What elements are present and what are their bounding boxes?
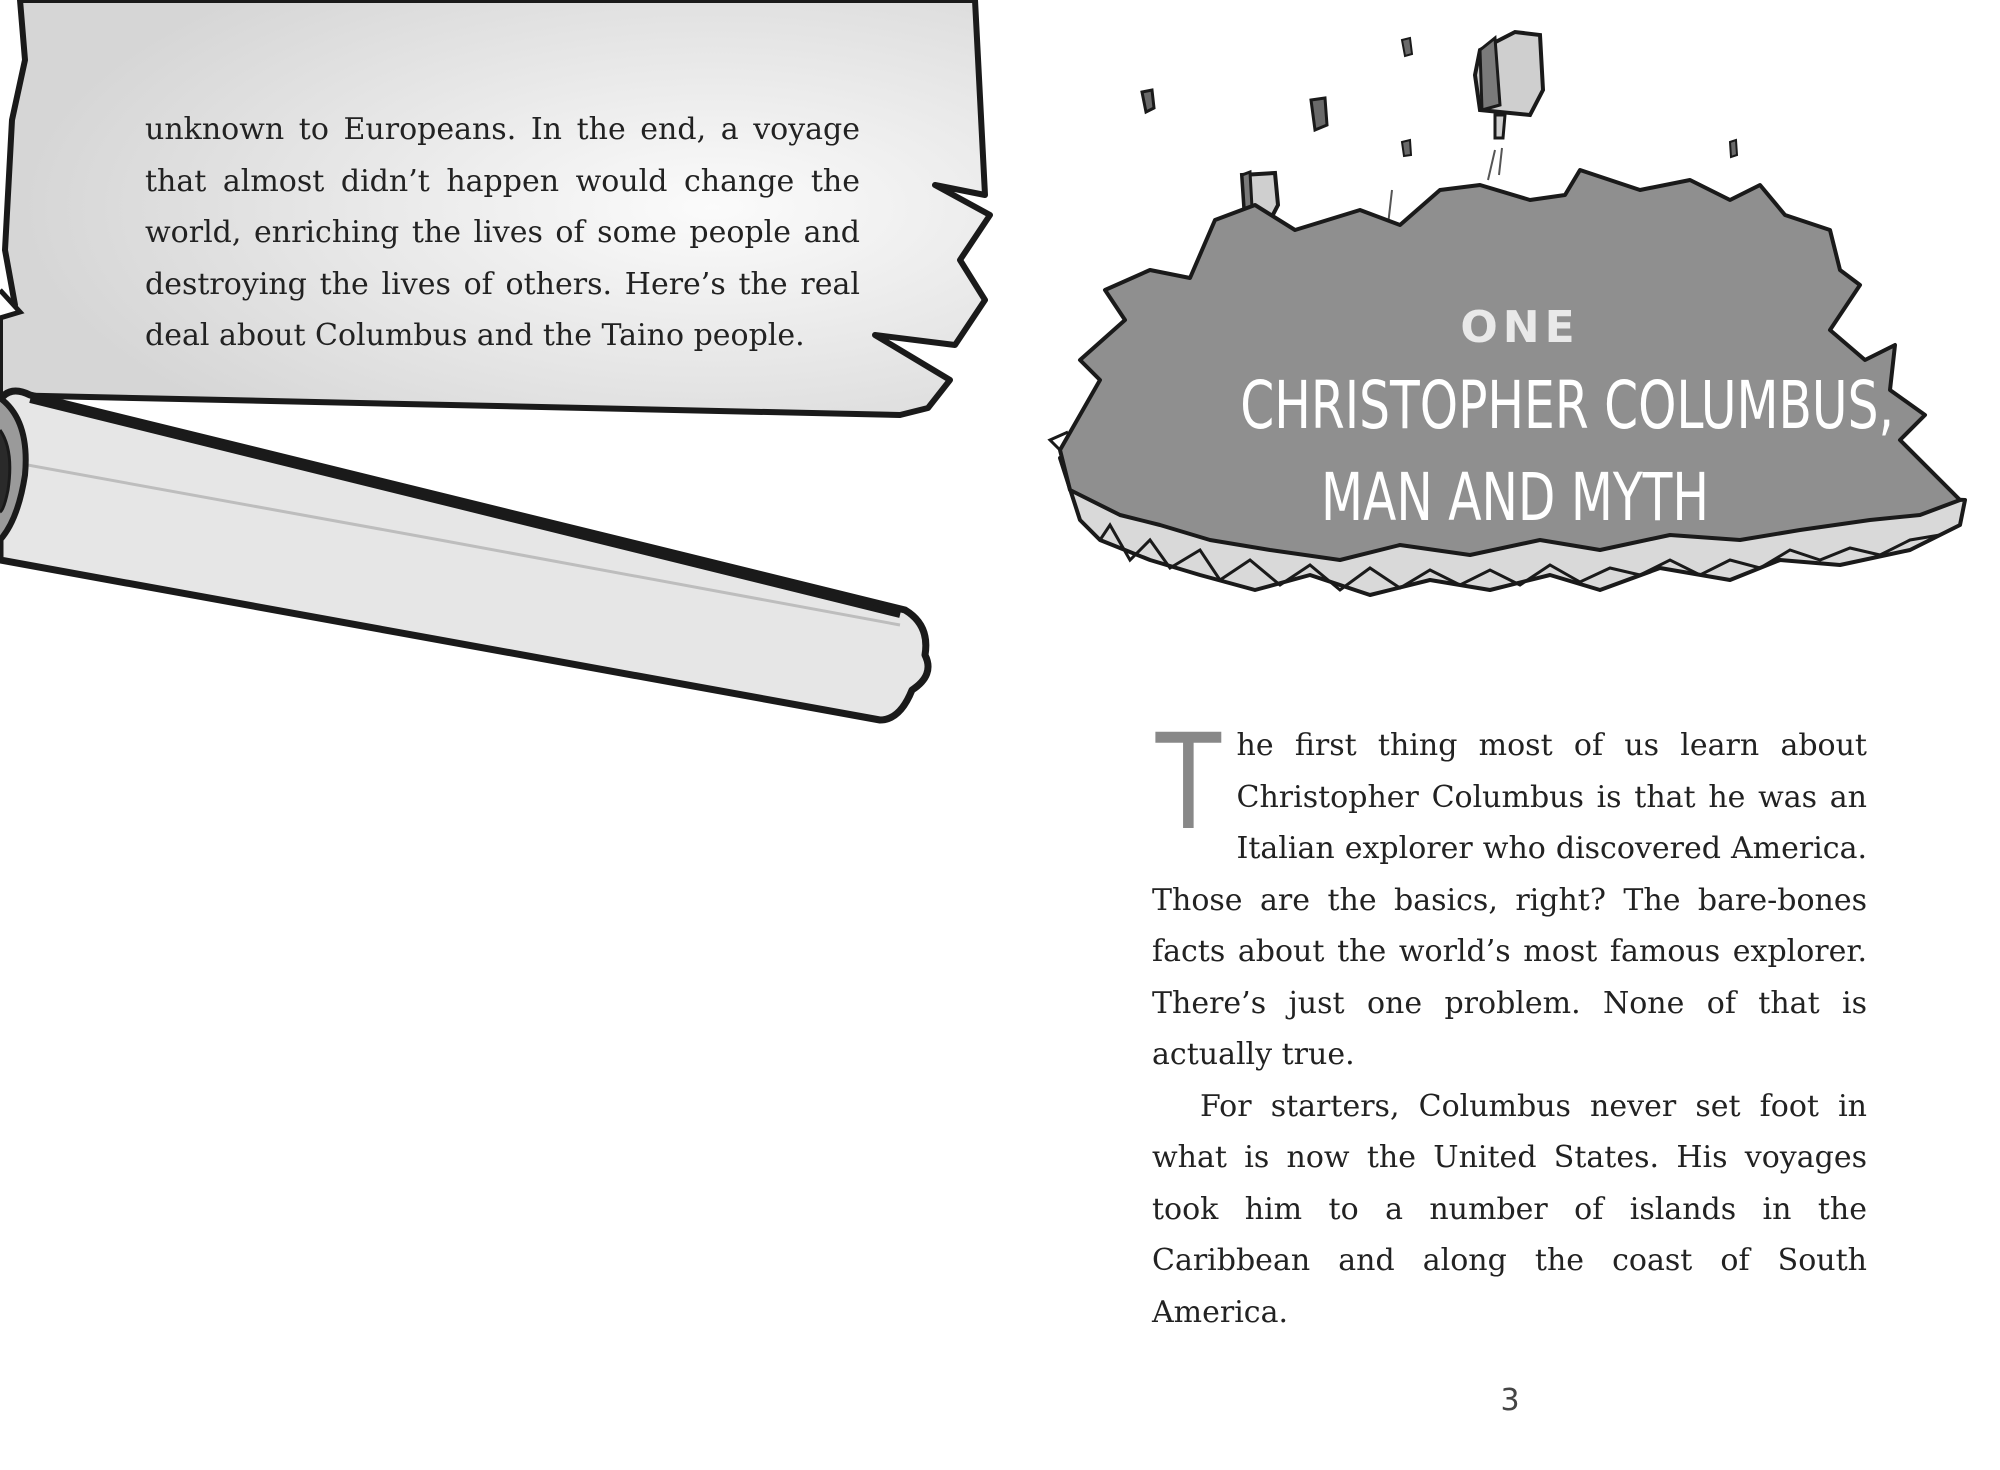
paragraph-1 <box>1152 706 1867 1081</box>
chapter-title-line-2: MAN AND MYTH <box>1321 459 1709 536</box>
chapter-number: ONE <box>1460 302 1580 353</box>
chapter-title-line-1: CHRISTOPHER COLUMBUS, <box>1240 367 1894 444</box>
paragraph-1-text: he first thing most of us learn about Christopher Columbus is that he was an Italian explorer who discovered America. Those are the basics, right? The bare-bones facts about the world’s most famous explorer. There’s just one problem. None of that is actually true. <box>1152 728 1867 1072</box>
scroll-roll <box>0 391 928 720</box>
page-number: 3 <box>1500 1383 1520 1418</box>
paragraph-2: For starters, Columbus never set foot in what is now the United States. His voyages took him to a number of islands in the Caribbean and along the coast of South America. <box>1152 1088 1867 1330</box>
chapter-title <box>1240 360 1894 544</box>
scroll-paragraph: unknown to Europeans. In the end, a voyage that almost didn’t happen would change the world, enriching the lives of some people and destroying the lives of others. Here’s the real deal about Columbus and the Taino people. <box>145 112 860 353</box>
drop-cap: T <box>1155 706 1221 860</box>
chapter-body-text <box>1152 706 1867 1338</box>
scroll-text-block <box>145 104 860 362</box>
